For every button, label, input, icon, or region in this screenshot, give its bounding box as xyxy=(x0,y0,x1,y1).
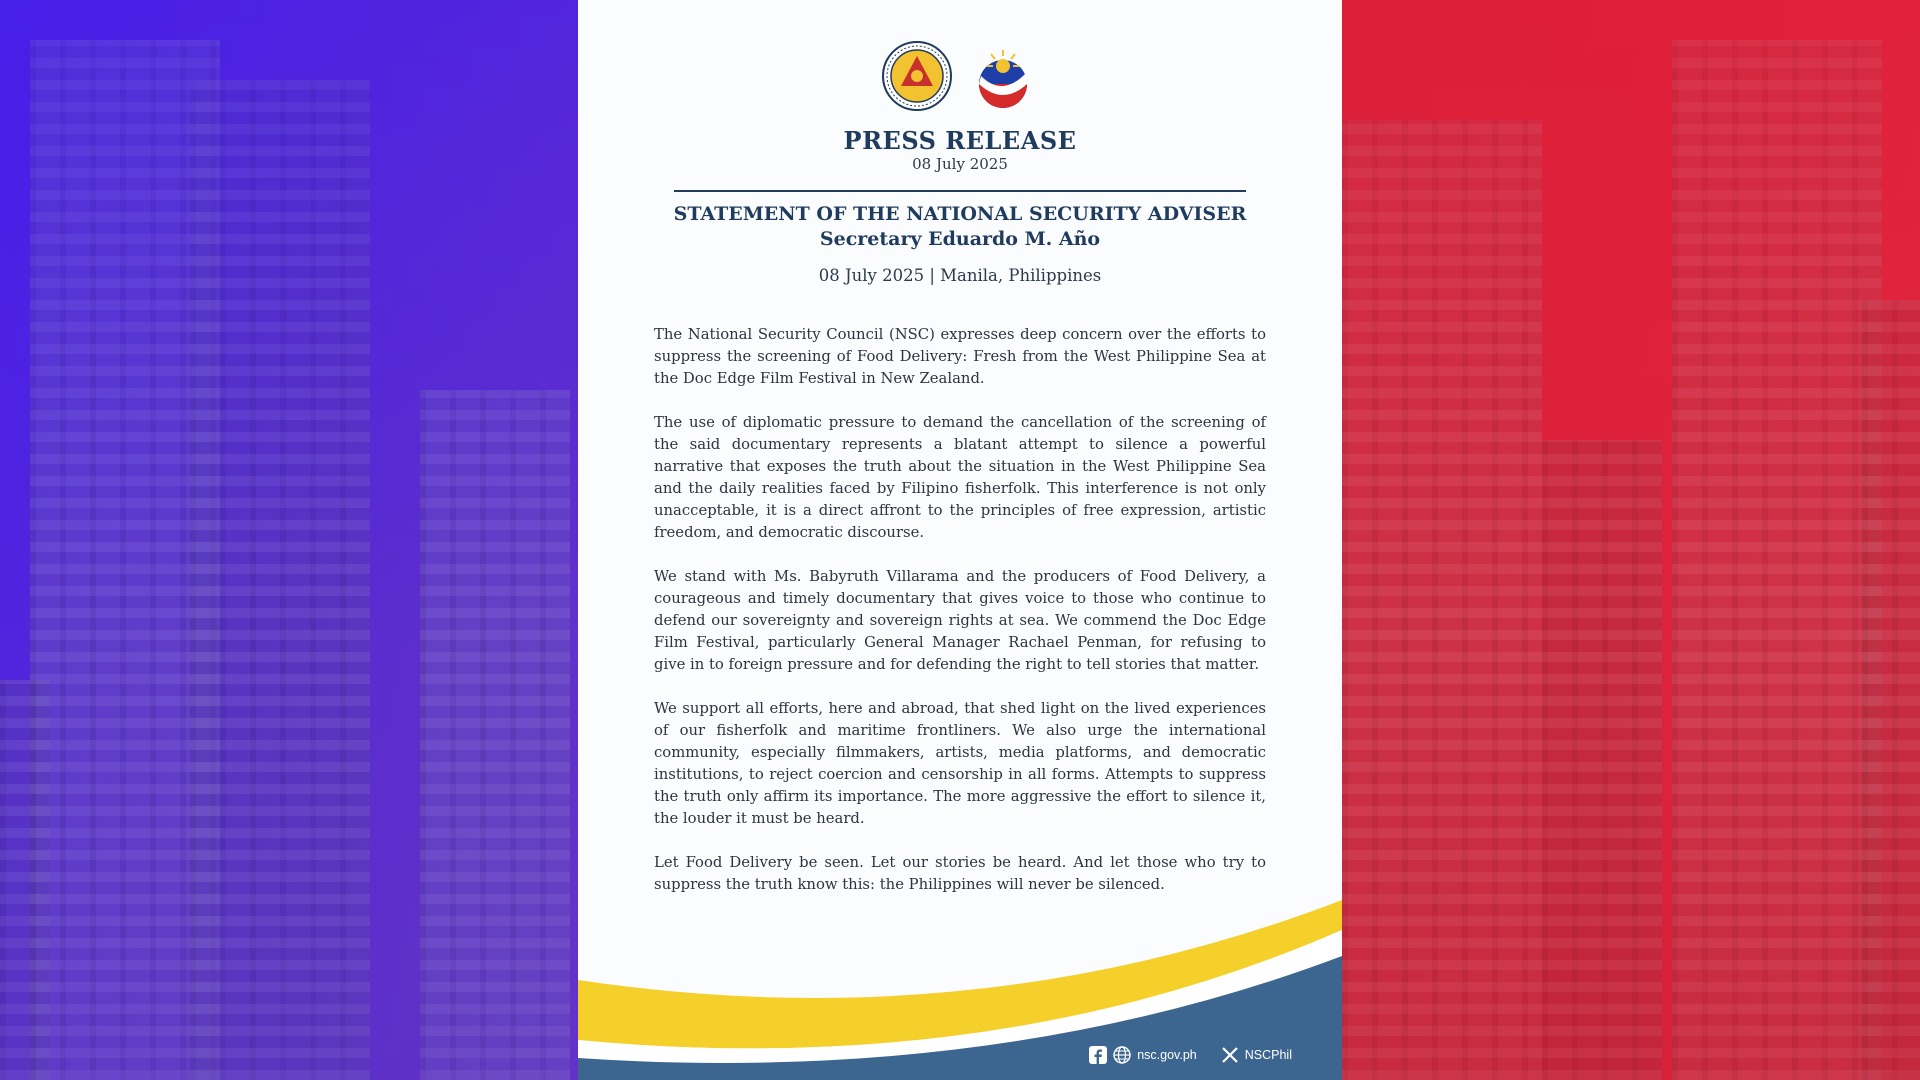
press-release-document xyxy=(578,0,1342,1080)
body-paragraph: We stand with Ms. Babyruth Villarama and the producers of Food Delivery, a courageous and timely documentary that gives voice to those who continue to defend our sovereignty and sovereign rights at sea. We commend the Doc Edge Film Festival, particularly General Manager Rachael Penman, for refusing to give in to foreign pressure and for defending the right to tell stories that matter. xyxy=(654,568,1266,673)
statement-title-line2: Secretary Eduardo M. Año xyxy=(819,228,1101,250)
footer-contacts xyxy=(578,1038,1342,1072)
divider xyxy=(674,190,1246,192)
facebook-icon[interactable] xyxy=(1089,1046,1107,1064)
globe-icon[interactable] xyxy=(1113,1046,1131,1064)
x-icon[interactable] xyxy=(1221,1046,1239,1064)
body-paragraph: Let Food Delivery be seen. Let our stories be heard. And let those who try to suppress the truth know this: the Philippines will never be silenced. xyxy=(654,854,1266,893)
body-paragraph: The National Security Council (NSC) expresses deep concern over the efforts to suppress the screening of Food Delivery: Fresh from the West Philippine Sea at the Doc Edge Film Festival in New Zealand. xyxy=(654,326,1266,387)
philippine-sun-icon xyxy=(967,40,1039,112)
right-background xyxy=(1342,0,1920,1080)
statement-title xyxy=(578,202,1342,252)
social-handle[interactable]: NSCPhil xyxy=(1244,1048,1292,1062)
release-date: 08 July 2025 xyxy=(912,155,1008,173)
statement-body xyxy=(654,324,1266,918)
website-link[interactable]: nsc.gov.ph xyxy=(1137,1048,1197,1062)
header-logos xyxy=(578,40,1342,112)
page-title: PRESS RELEASE xyxy=(843,126,1077,155)
left-background xyxy=(0,0,578,1080)
body-paragraph: We support all efforts, here and abroad, that shed light on the lived experiences of our fisherfolk and maritime frontliners. We also urge the international community, especially filmmakers, artists, media platforms, and democratic institutions, to reject coercion and censorship in all forms. Attempts to suppress the truth only affirm its importance. The more aggressive the effort to silence it, the louder it must be heard. xyxy=(654,700,1266,827)
dateline: 08 July 2025 | Manila, Philippines xyxy=(818,266,1102,285)
statement-title-line1: STATEMENT OF THE NATIONAL SECURITY ADVISER xyxy=(673,203,1247,225)
body-paragraph: The use of diplomatic pressure to demand the cancellation of the screening of the said documentary represents a blatant attempt to silence a powerful narrative that exposes the truth about the situation in the West Philippine Sea and the daily realities faced by Filipino fisherfolk. This interference is not only unacceptable, it is a direct affront to the principles of free expression, artistic freedom, and democratic discourse. xyxy=(654,414,1266,541)
nsc-seal-icon xyxy=(881,40,953,112)
